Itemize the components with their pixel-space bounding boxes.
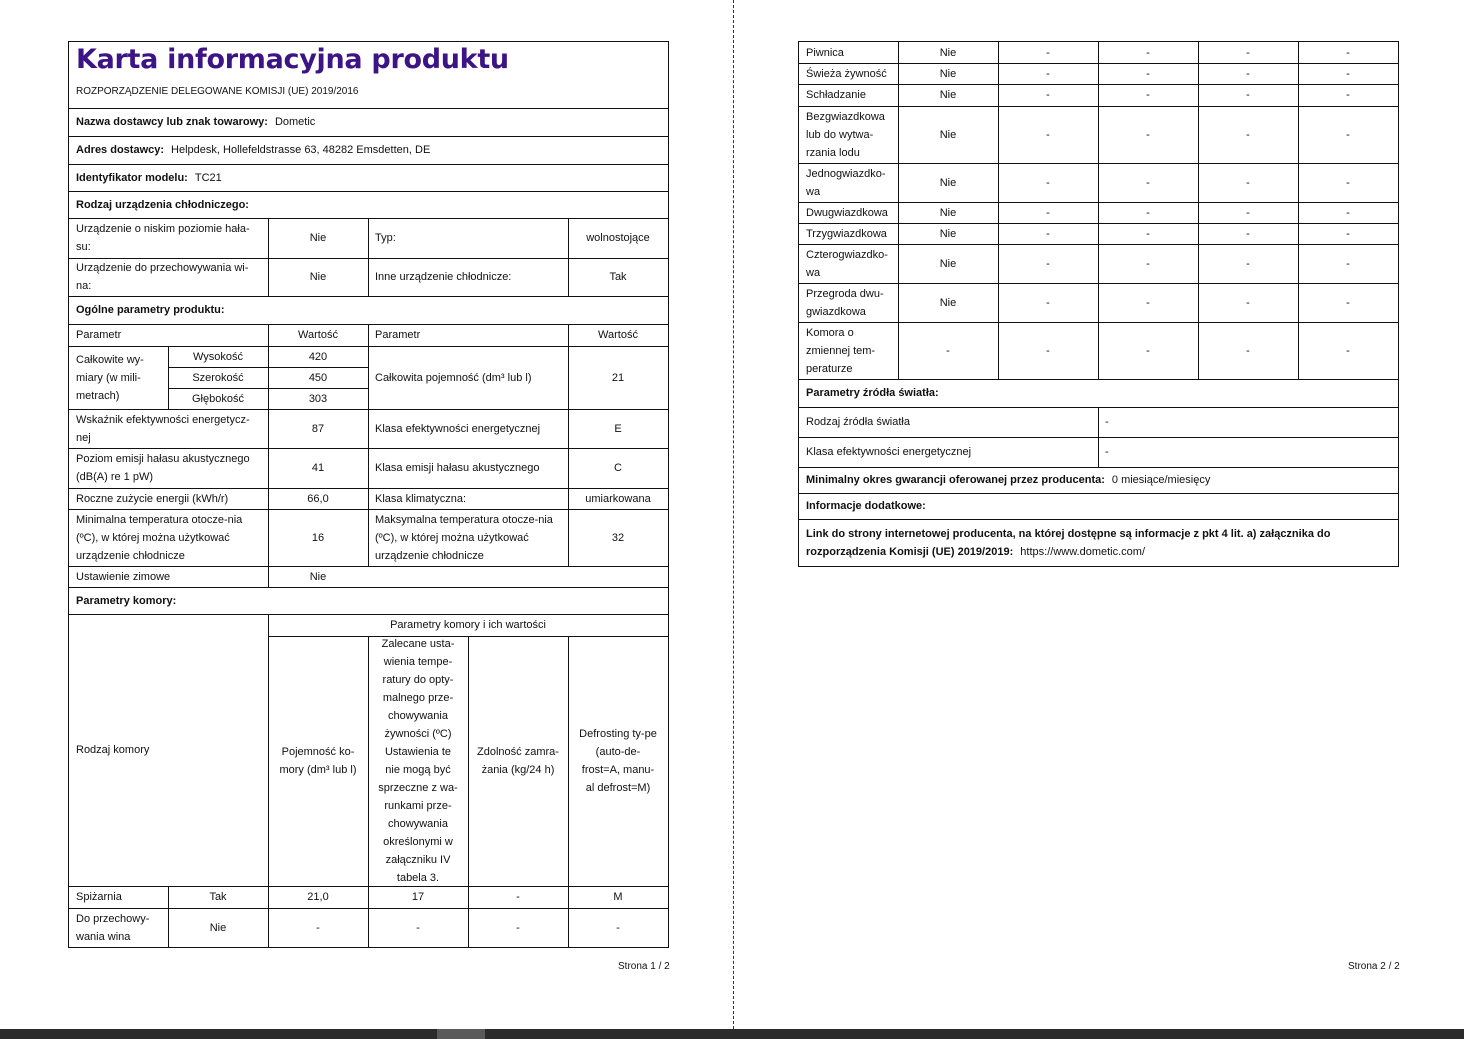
compartment-present: Nie xyxy=(939,176,957,189)
compartment-c3: - xyxy=(1246,296,1250,309)
compartment-name: Dwugwiazdkowa xyxy=(806,206,888,219)
row-volume: 21,0 xyxy=(307,891,329,903)
value-header-right: Wartość xyxy=(598,329,638,341)
min-temp-label: Minimalna temperatura otocze-nia (ºC), w której można użytkować urządzenie chłodnicze xyxy=(76,513,243,562)
other-appliance-label: Inne urządzenie chłodnicze: xyxy=(375,271,512,283)
total-volume-label: Całkowita pojemność (dm³ lub l) xyxy=(375,371,532,384)
height-label: Wysokość xyxy=(192,350,244,363)
compartment-c4: - xyxy=(1346,89,1350,101)
compartment-present: Nie xyxy=(939,257,957,270)
page2-footer: Strona 2 / 2 xyxy=(1348,961,1400,972)
param-header-left: Parametr xyxy=(76,329,122,341)
compartment-c3: - xyxy=(1246,206,1250,219)
compartment-params-heading: Parametry komory: xyxy=(76,594,177,607)
wine-storage-value: Nie xyxy=(309,271,327,283)
compartment-c4: - xyxy=(1346,128,1350,141)
eei-label: Wskaźnik efektywności energetycz-nej xyxy=(76,413,250,444)
typ-label: Typ: xyxy=(375,232,396,244)
regulation-subtitle: ROZPORZĄDZENIE DELEGOWANE KOMISJI (UE) 2019/2016 xyxy=(76,86,359,97)
compartment-c4: - xyxy=(1346,344,1350,357)
compartment-c3: - xyxy=(1246,227,1250,240)
energy-class-label: Klasa efektywności energetycznej xyxy=(375,422,541,435)
light-type-value: - xyxy=(1105,416,1109,428)
compartment-present: Nie xyxy=(939,206,957,219)
compartment-c1: - xyxy=(1046,176,1050,189)
annual-energy-value: 66,0 xyxy=(307,492,329,505)
compartment-name: Komora o zmiennej tem-peraturze xyxy=(806,326,876,375)
noise-class-value: C xyxy=(614,462,622,474)
climate-class-label: Klasa klimatyczna: xyxy=(375,492,467,505)
compartment-name: Bezgwiazdkowa lub do wytwa-rzania lodu xyxy=(806,110,885,159)
compartment-name: Świeża żywność xyxy=(806,67,887,80)
supplier-label: Nazwa dostawcy lub znak towarowy: xyxy=(76,116,268,128)
row-name: Do przechowy-wania wina xyxy=(76,912,150,943)
address-label: Adres dostawcy: xyxy=(76,144,165,156)
compartment-c3: - xyxy=(1246,128,1250,141)
model-value: TC21 xyxy=(194,171,222,184)
page2-sheet xyxy=(798,41,1399,567)
energy-class-value: E xyxy=(614,422,622,435)
compartment-c2: - xyxy=(1146,227,1150,240)
light-source-heading: Parametry źródła światła: xyxy=(806,387,939,399)
low-noise-label: Urządzenie o niskim poziomie hała-su: xyxy=(76,223,250,253)
annual-energy-label: Roczne zużycie energii (kWh/r) xyxy=(76,492,229,505)
compartment-c1: - xyxy=(1046,128,1050,141)
compartment-c4: - xyxy=(1346,67,1350,80)
compartment-name: Trzygwiazdkowa xyxy=(806,227,887,240)
appliance-type-heading: Rodzaj urządzenia chłodniczego: xyxy=(76,198,249,211)
row-defrost: - xyxy=(616,921,620,934)
compartment-name: Schładzanie xyxy=(806,89,866,101)
compartment-c2: - xyxy=(1146,128,1150,141)
warranty-label: Minimalny okres gwarancji oferowanej przez producenta: xyxy=(806,474,1105,486)
compartment-c4: - xyxy=(1346,296,1350,309)
width-value: 450 xyxy=(308,371,328,384)
compartment-c1: - xyxy=(1046,344,1050,357)
compartment-values-header: Parametry komory i ich wartości xyxy=(390,619,546,631)
manufacturer-link[interactable]: https://www.dometic.com/ xyxy=(1020,545,1146,558)
light-class-value: - xyxy=(1105,446,1109,458)
max-temp-label: Maksymalna temperatura otocze-nia (ºC), w której można użytkować urządzenie chłodnicze xyxy=(375,513,553,562)
compartment-c3: - xyxy=(1246,176,1250,189)
compartment-c3: - xyxy=(1246,46,1250,59)
noise-label: Poziom emisji hałasu akustycznego (dB(A) re 1 pW) xyxy=(76,453,250,483)
compartment-temp-header: Zalecane usta-wienia tempe-ratury do opty-malnego prze-chowywania żywności (ºC) Ustawienia te nie mogą być sprzeczne z wa-runkami prze-chowywania określonymi w załączniku IV tabela 3. xyxy=(378,638,458,884)
light-type-label: Rodzaj źródła światła xyxy=(806,416,910,428)
compartment-c3: - xyxy=(1246,257,1250,270)
total-volume-value: 21 xyxy=(611,371,625,384)
row-temp: - xyxy=(416,921,420,934)
eei-value: 87 xyxy=(311,422,325,435)
low-noise-value: Nie xyxy=(309,232,327,244)
compartment-c1: - xyxy=(1046,227,1050,240)
compartment-name: Przegroda dwu-gwiazdkowa xyxy=(806,287,884,318)
address-value: Helpdesk, Hollefeldstrasse 63, 48282 Emsdetten, DE xyxy=(171,144,431,156)
compartment-present: Nie xyxy=(939,128,957,141)
compartment-present: Nie xyxy=(939,296,957,309)
row-temp: 17 xyxy=(411,891,425,903)
light-class-label: Klasa efektywności energetycznej xyxy=(806,446,972,458)
compartment-type-header: Rodzaj komory xyxy=(76,744,150,756)
compartment-name: Czterogwiazdko-wa xyxy=(806,248,888,279)
row-freeze: - xyxy=(516,921,520,934)
page-divider xyxy=(733,0,734,1039)
depth-value: 303 xyxy=(308,392,328,405)
compartment-c1: - xyxy=(1046,206,1050,219)
compartment-c2: - xyxy=(1146,67,1150,80)
row-defrost: M xyxy=(613,891,623,903)
compartment-present: - xyxy=(946,344,950,357)
compartment-present: Nie xyxy=(939,46,957,59)
dimensions-label: Całkowite wy-miary (w mili-metrach) xyxy=(76,353,144,402)
noise-value: 41 xyxy=(311,462,325,474)
warranty-value: 0 miesiące/miesięcy xyxy=(1111,474,1211,486)
compartment-c3: - xyxy=(1246,344,1250,357)
compartment-c1: - xyxy=(1046,67,1050,80)
winter-setting-value: Nie xyxy=(309,570,327,583)
manufacturer-link-label: Link do strony internetowej producenta, na której dostępne są informacje z pkt 4 lit. a) załącznika do rozporządzenia Komisji (UE) 2019/2019: xyxy=(806,527,1331,558)
other-appliance-value: Tak xyxy=(609,271,627,283)
height-value: 420 xyxy=(308,350,328,363)
row-present: Nie xyxy=(209,921,227,934)
compartment-c2: - xyxy=(1146,46,1150,59)
additional-info-heading: Informacje dodatkowe: xyxy=(806,500,926,512)
compartment-c2: - xyxy=(1146,296,1150,309)
compartment-c4: - xyxy=(1346,176,1350,189)
compartment-c3: - xyxy=(1246,89,1250,101)
row-volume: - xyxy=(316,921,320,934)
compartment-name: Jednogwiazdko-wa xyxy=(806,167,886,198)
horizontal-scrollbar[interactable] xyxy=(0,1029,1464,1039)
compartment-c4: - xyxy=(1346,206,1350,219)
row-present: Tak xyxy=(209,891,227,903)
min-temp-value: 16 xyxy=(311,531,325,544)
compartment-name: Piwnica xyxy=(806,46,844,59)
scrollbar-thumb[interactable] xyxy=(437,1029,485,1039)
compartment-c2: - xyxy=(1146,344,1150,357)
winter-setting-label: Ustawienie zimowe xyxy=(76,570,171,583)
param-header-right: Parametr xyxy=(375,329,421,341)
compartment-freeze-header: Zdolność zamra-żania (kg/24 h) xyxy=(477,746,559,776)
compartment-c2: - xyxy=(1146,176,1150,189)
climate-class-value: umiarkowana xyxy=(585,492,651,505)
width-label: Szerokość xyxy=(192,371,244,384)
compartment-c4: - xyxy=(1346,227,1350,240)
compartment-c4: - xyxy=(1346,46,1350,59)
compartment-c2: - xyxy=(1146,257,1150,270)
row-name: Spiżarnia xyxy=(76,891,122,903)
row-freeze: - xyxy=(516,891,520,903)
depth-label: Głębokość xyxy=(192,392,244,405)
compartment-defrost-header: Defrosting ty-pe (auto-de-frost=A, manu-al defrost=M) xyxy=(579,728,657,794)
compartment-c2: - xyxy=(1146,89,1150,101)
wine-storage-label: Urządzenie do przechowywania wi-na: xyxy=(76,262,249,292)
compartment-c1: - xyxy=(1046,257,1050,270)
page-title: Karta informacyjna produktu xyxy=(76,44,509,75)
value-header-left: Wartość xyxy=(298,329,338,341)
compartment-present: Nie xyxy=(939,227,957,240)
max-temp-value: 32 xyxy=(611,531,625,544)
compartment-c4: - xyxy=(1346,257,1350,270)
page1-sheet xyxy=(68,41,669,948)
compartment-c1: - xyxy=(1046,46,1050,59)
compartment-c1: - xyxy=(1046,296,1050,309)
page1-footer: Strona 1 / 2 xyxy=(618,961,670,972)
supplier-value: Dometic xyxy=(274,116,316,128)
compartment-c1: - xyxy=(1046,89,1050,101)
compartment-present: Nie xyxy=(939,67,957,80)
noise-class-label: Klasa emisji hałasu akustycznego xyxy=(375,462,540,474)
compartment-c3: - xyxy=(1246,67,1250,80)
compartment-c2: - xyxy=(1146,206,1150,219)
compartment-volume-header: Pojemność ko-mory (dm³ lub l) xyxy=(279,746,357,776)
model-label: Identyfikator modelu: xyxy=(76,171,188,184)
general-params-heading: Ogólne parametry produktu: xyxy=(76,304,225,316)
compartment-present: Nie xyxy=(939,89,957,101)
typ-value: wolnostojące xyxy=(586,232,650,244)
